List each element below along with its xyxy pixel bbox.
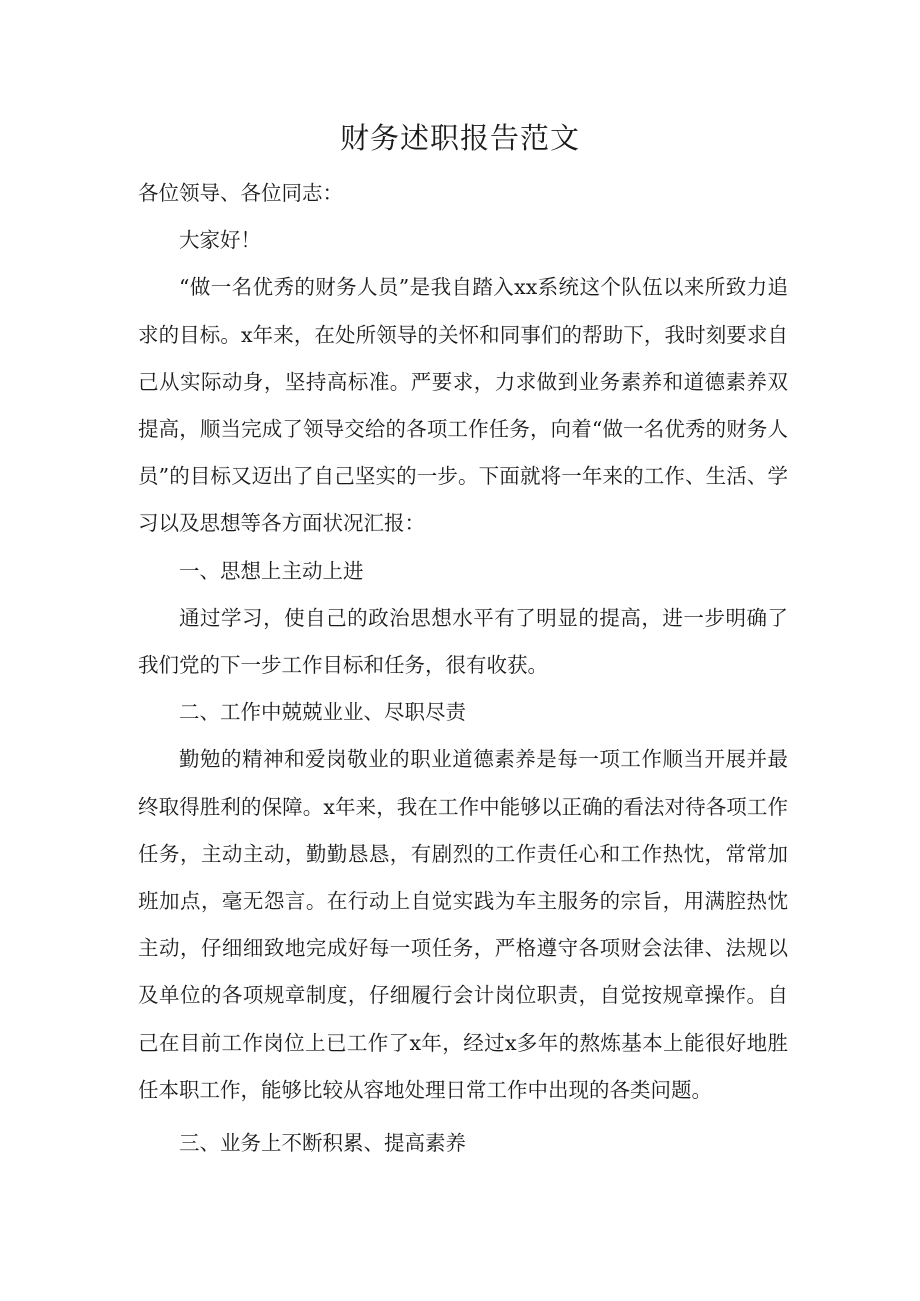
section-1-paragraph: 通过学习，使自己的政治思想水平有了明显的提高，进一步明确了我们党的下一步工作目标和任务，很有收获。 xyxy=(138,605,788,678)
document-title: 财务述职报告范文 xyxy=(339,121,580,155)
section-heading-3: 三、业务上不断积累、提高素养 xyxy=(179,1131,466,1156)
intro-paragraph: “做一名优秀的财务人员”是我自踏入xx系统这个队伍以来所致力追求的目标。x年来，在处所领导的关怀和同事们的帮助下，我时刻要求自己从实际动身，坚持高标准。严要求，力求做到业务素养和道德素养双提高，顺当完成了领导交给的各项工作任务，向着“做一名优秀的财务人员”的目标又迈出了自己坚实的一步。下面就将一年来的工作、生活、学习以及思想等各方面状况汇报： xyxy=(138,275,788,536)
greeting: 大家好！ xyxy=(179,228,261,253)
section-heading-2: 二、工作中兢兢业业、尽职尽责 xyxy=(179,700,466,725)
section-2-paragraph: 勤勉的精神和爱岗敬业的职业道德素养是每一项工作顺当开展并最终取得胜利的保障。x年来，我在工作中能够以正确的看法对待各项工作任务，主动主动，勤勤恳恳，有剧烈的工作责任心和工作热忱，常常加班加点，毫无怨言。在行动上自觉实践为车主服务的宗旨，用满腔热忱主动，仔细细致地完成好每一项任务，严格遵守各项财会法律、法规以及单位的各项规章制度，仔细履行会计岗位职责，自觉按规章操作。自己在目前工作岗位上已工作了x年，经过x多年的熬炼基本上能很好地胜任本职工作，能够比较从容地处理日常工作中出现的各类问题。 xyxy=(138,747,788,1102)
salutation: 各位领导、各位同志： xyxy=(138,181,343,205)
section-heading-1: 一、思想上主动上进 xyxy=(179,558,364,583)
document-body xyxy=(138,170,788,1167)
